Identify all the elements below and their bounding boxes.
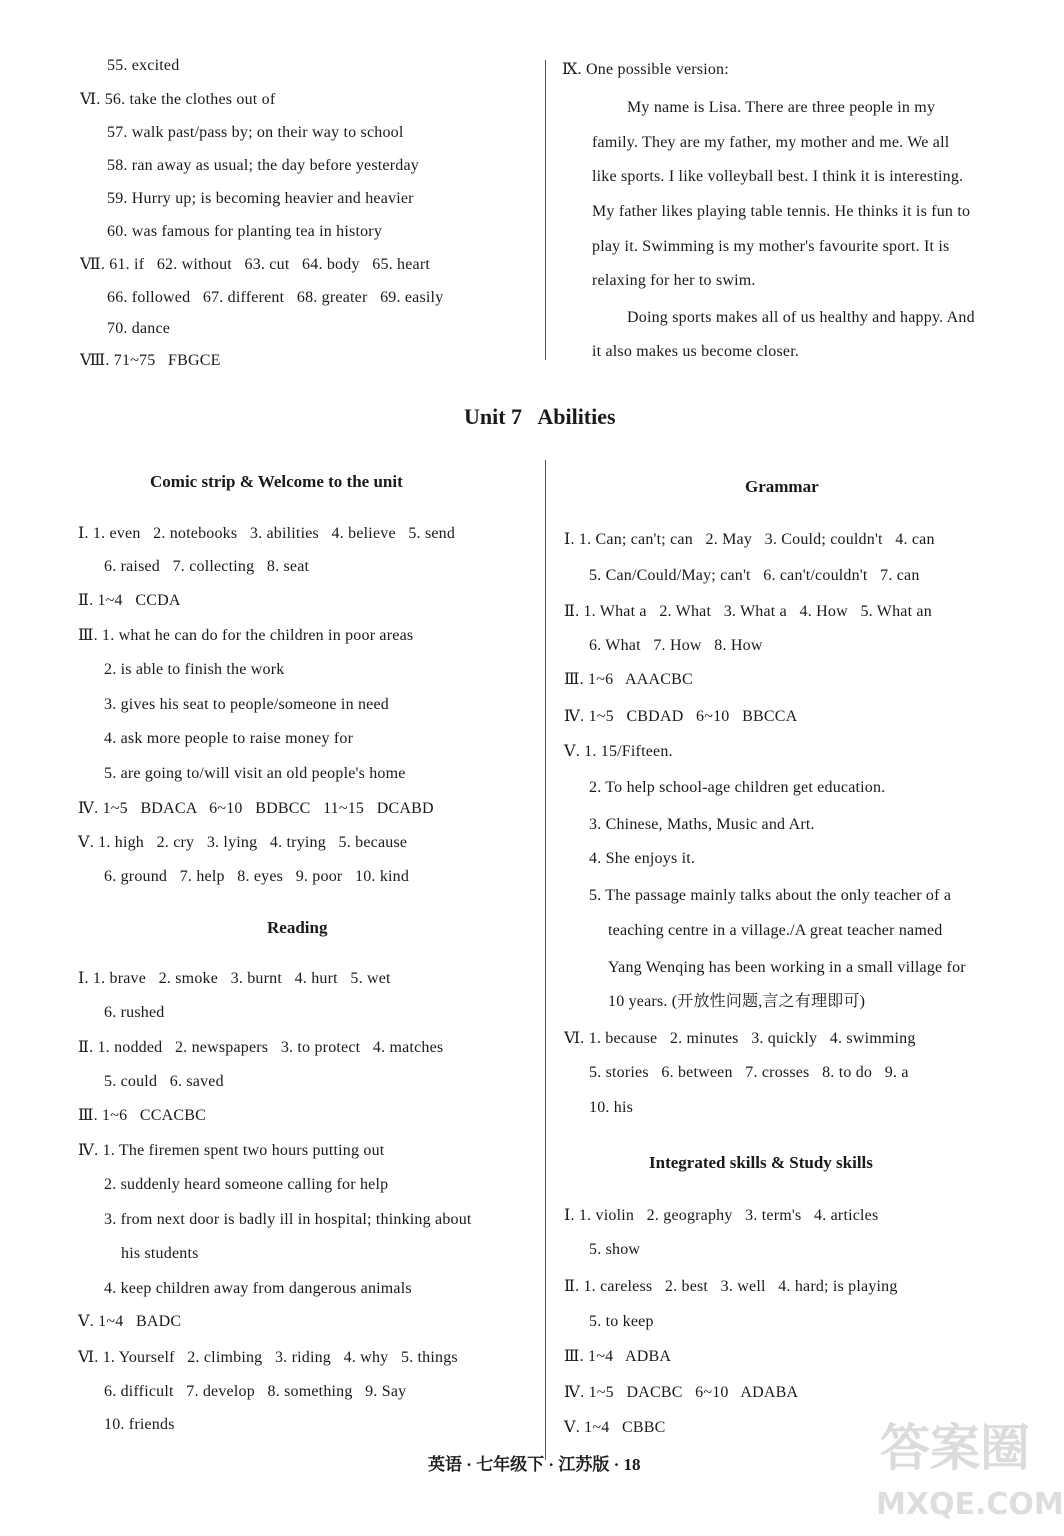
page-footer: 英语 · 七年级下 · 江苏版 · 18: [428, 1455, 641, 1474]
top-column-divider: [545, 60, 546, 360]
text-line: 3. Chinese, Maths, Music and Art.: [589, 816, 815, 833]
text-line: relaxing for her to swim.: [592, 272, 756, 289]
text-line: 5. show: [589, 1241, 641, 1258]
text-line: Ⅴ. 1~4 CBBC: [564, 1419, 666, 1436]
text-line: Ⅵ. 1. Yourself 2. climbing 3. riding 4. why 5. things: [78, 1349, 458, 1366]
text-line: 5. The passage mainly talks about the only teacher of a: [589, 887, 952, 904]
text-line: 57. walk past/pass by; on their way to school: [107, 124, 404, 141]
text-line: Ⅴ. 1. 15/Fifteen.: [564, 743, 673, 760]
text-line: Ⅵ. 56. take the clothes out of: [80, 91, 276, 108]
text-line: Ⅰ. 1. brave 2. smoke 3. burnt 4. hurt 5. wet: [78, 970, 391, 987]
text-line: 10. friends: [104, 1416, 175, 1433]
right-heading-grammar: Grammar: [745, 477, 819, 496]
text-line: My name is Lisa. There are three people in my: [627, 99, 936, 116]
text-line: Ⅳ. 1~5 DACBC 6~10 ADABA: [564, 1384, 799, 1401]
text-line: it also makes us become closer.: [592, 343, 800, 360]
text-line: 10. his: [589, 1099, 634, 1116]
text-line: My father likes playing table tennis. He thinks it is fun to: [592, 203, 971, 220]
text-line: 3. from next door is badly ill in hospital; thinking about: [104, 1211, 472, 1228]
text-line: Ⅸ. One possible version:: [562, 61, 729, 78]
text-line: Yang Wenqing has been working in a small village for: [608, 959, 966, 976]
text-line: Ⅶ. 61. if 62. without 63. cut 64. body 65. heart: [80, 256, 431, 273]
text-line: 6. difficult 7. develop 8. something 9. Say: [104, 1383, 407, 1400]
text-line: 5. are going to/will visit an old people's home: [104, 765, 406, 782]
text-line: 4. ask more people to raise money for: [104, 730, 354, 747]
text-line: Ⅴ. 1. high 2. cry 3. lying 4. trying 5. because: [78, 834, 408, 851]
text-line: 3. gives his seat to people/someone in need: [104, 696, 389, 713]
left-heading-reading: Reading: [267, 918, 328, 937]
text-line: Ⅳ. 1~5 CBDAD 6~10 BBCCA: [564, 708, 798, 725]
text-line: Ⅱ. 1. careless 2. best 3. well 4. hard; is playing: [564, 1278, 898, 1295]
text-line: 4. She enjoys it.: [589, 850, 696, 867]
text-line: 5. could 6. saved: [104, 1073, 224, 1090]
text-line: Ⅲ. 1~6 AAACBC: [564, 671, 693, 688]
text-line: Ⅴ. 1~4 BADC: [78, 1313, 182, 1330]
text-line: Ⅲ. 1~6 CCACBC: [78, 1107, 206, 1124]
text-line: Ⅱ. 1. What a 2. What 3. What a 4. How 5. What an: [564, 603, 932, 620]
text-line: 2. suddenly heard someone calling for help: [104, 1176, 389, 1193]
text-line: Ⅱ. 1. nodded 2. newspapers 3. to protect 4. matches: [78, 1039, 444, 1056]
text-line: 60. was famous for planting tea in history: [107, 223, 383, 240]
text-line: 6. raised 7. collecting 8. seat: [104, 558, 310, 575]
left-heading-comic: Comic strip & Welcome to the unit: [150, 472, 403, 491]
bottom-column-divider: [545, 460, 546, 1460]
text-line: Ⅰ. 1. even 2. notebooks 3. abilities 4. believe 5. send: [78, 525, 456, 542]
text-line: his students: [121, 1245, 199, 1262]
text-line: Ⅰ. 1. violin 2. geography 3. term's 4. articles: [564, 1207, 879, 1224]
text-line: 4. keep children away from dangerous animals: [104, 1280, 412, 1297]
text-line: 6. ground 7. help 8. eyes 9. poor 10. kind: [104, 868, 410, 885]
text-line: Ⅵ. 1. because 2. minutes 3. quickly 4. swimming: [564, 1030, 916, 1047]
text-line: 70. dance: [107, 320, 171, 337]
text-line: Ⅲ. 1~4 ADBA: [564, 1348, 672, 1365]
text-line: 5. Can/Could/May; can't 6. can't/couldn't 7. can: [589, 567, 920, 584]
unit-title: Unit 7 Abilities: [464, 404, 616, 429]
text-line: Doing sports makes all of us healthy and happy. And: [627, 309, 975, 326]
text-line: 10 years. (开放性问题,言之有理即可): [608, 993, 866, 1010]
text-line: 5. to keep: [589, 1313, 654, 1330]
text-line: 5. stories 6. between 7. crosses 8. to do 9. a: [589, 1064, 909, 1081]
right-heading-integrated: Integrated skills & Study skills: [649, 1153, 873, 1172]
text-line: 59. Hurry up; is becoming heavier and heavier: [107, 190, 414, 207]
text-line: 55. excited: [107, 57, 180, 74]
text-line: 2. To help school-age children get education.: [589, 779, 886, 796]
text-line: play it. Swimming is my mother's favourite sport. It is: [592, 238, 950, 255]
watermark-logo: 答案圈: [880, 1419, 1030, 1477]
text-line: teaching centre in a village./A great teacher named: [608, 922, 943, 939]
text-line: family. They are my father, my mother and me. We all: [592, 134, 950, 151]
text-line: 58. ran away as usual; the day before yesterday: [107, 157, 419, 174]
text-line: 6. What 7. How 8. How: [589, 637, 763, 654]
text-line: like sports. I like volleyball best. I think it is interesting.: [592, 168, 964, 185]
text-line: 6. rushed: [104, 1004, 165, 1021]
text-line: 66. followed 67. different 68. greater 69. easily: [107, 289, 444, 306]
watermark-url: MXQE.COM: [876, 1487, 1064, 1522]
text-line: Ⅱ. 1~4 CCDA: [78, 592, 181, 609]
text-line: 2. is able to finish the work: [104, 661, 285, 678]
text-line: Ⅲ. 1. what he can do for the children in poor areas: [78, 627, 414, 644]
text-line: Ⅰ. 1. Can; can't; can 2. May 3. Could; couldn't 4. can: [564, 531, 935, 548]
text-line: Ⅳ. 1. The firemen spent two hours putting out: [78, 1142, 385, 1159]
text-line: Ⅳ. 1~5 BDACA 6~10 BDBCC 11~15 DCABD: [78, 800, 434, 817]
text-line: Ⅷ. 71~75 FBGCE: [80, 352, 221, 369]
